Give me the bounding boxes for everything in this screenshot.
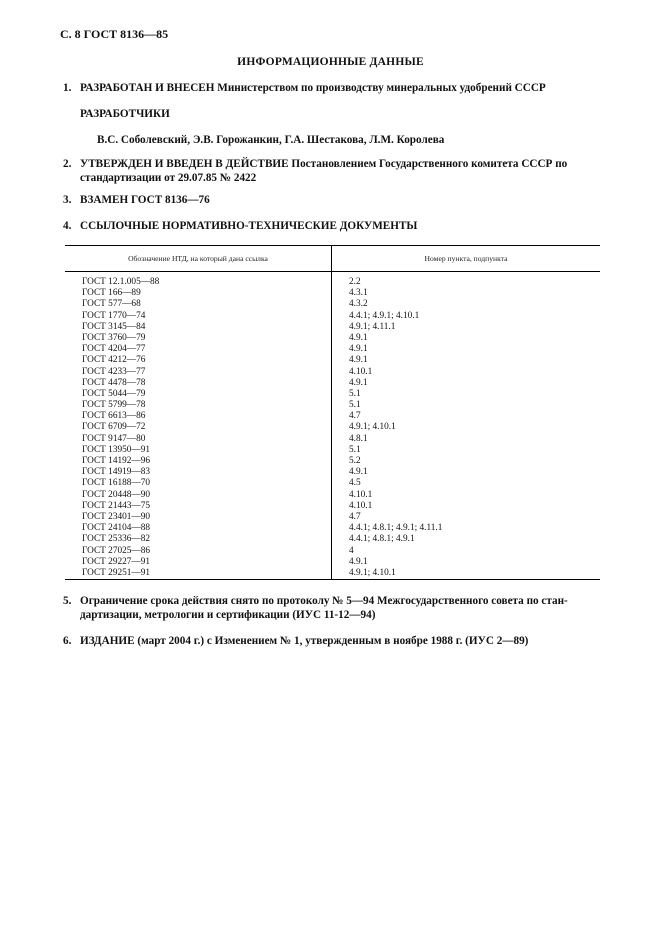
table-cell-clause: 4 [349, 545, 354, 556]
table-cell-clause: 4.10.1 [349, 500, 373, 511]
table-cell-document: ГОСТ 27025—86 [82, 545, 151, 556]
table-cell-document: ГОСТ 4204—77 [82, 344, 146, 355]
table-cell-clause: 4.8.1 [349, 433, 368, 444]
section-text: РАЗРАБОТАН И ВНЕСЕН Министерством по производству минеральных удобрений СССР [80, 82, 546, 94]
table-cell-clause: 4.9.1; 4.10.1 [349, 567, 396, 578]
section-4 [63, 219, 417, 233]
table-cell-document: ГОСТ 20448—90 [82, 489, 151, 500]
table-cell-clause: 4.10.1 [349, 366, 373, 377]
table-cell-document: ГОСТ 24104—88 [82, 523, 151, 534]
table-cell-document: ГОСТ 14919—83 [82, 467, 151, 478]
table-cell-document: ГОСТ 6709—72 [82, 422, 146, 433]
table-cell-clause: 4.9.1 [349, 344, 368, 355]
table-cell-document: ГОСТ 23401—90 [82, 511, 151, 522]
table-cell-document: ГОСТ 4212—76 [82, 355, 146, 366]
table-cell-document: ГОСТ 3760—79 [82, 332, 146, 343]
table-cell-clause: 4.9.1 [349, 355, 368, 366]
table-cell-clause: 5.1 [349, 444, 361, 455]
table-cell-document: ГОСТ 577—68 [82, 299, 141, 310]
section-1 [63, 81, 546, 95]
document-column [82, 277, 159, 579]
table-cell-clause: 4.3.1 [349, 288, 368, 299]
table-cell-clause: 4.4.1; 4.9.1; 4.10.1 [349, 310, 420, 321]
section-number: 5. [63, 595, 72, 607]
table-cell-clause: 4.10.1 [349, 489, 373, 500]
table-cell-document: ГОСТ 4233—77 [82, 366, 146, 377]
table-top-rule [65, 245, 600, 246]
section-5 [63, 594, 568, 622]
table-cell-clause: 4.9.1 [349, 467, 368, 478]
table-cell-document: ГОСТ 25336—82 [82, 534, 151, 545]
section-number: 2. [63, 158, 72, 170]
table-cell-clause: 4.7 [349, 411, 361, 422]
section-6 [63, 634, 528, 648]
table-cell-document: ГОСТ 29251—91 [82, 567, 151, 578]
section-text: ВЗАМЕН ГОСТ 8136—76 [80, 194, 210, 206]
table-cell-document: ГОСТ 29227—91 [82, 556, 151, 567]
table-cell-document: ГОСТ 6613—86 [82, 411, 146, 422]
table-cell-clause: 4.4.1; 4.8.1; 4.9.1 [349, 534, 415, 545]
table-cell-clause: 4.3.2 [349, 299, 368, 310]
table-bottom-rule [65, 579, 600, 580]
table-cell-clause: 4.9.1 [349, 377, 368, 388]
section-text-line2: стандартизации от 29.07.85 № 2422 [80, 172, 257, 185]
table-header-rule [65, 271, 600, 272]
page-header: С. 8 ГОСТ 8136—85 [60, 27, 169, 41]
table-cell-clause: 4.9.1; 4.11.1 [349, 321, 396, 332]
table-cell-clause: 5.2 [349, 456, 361, 466]
section-number: 1. [63, 82, 72, 94]
table-cell-document: ГОСТ 4478—78 [82, 377, 146, 388]
section-text-line1: УТВЕРЖДЕН И ВВЕДЕН В ДЕЙСТВИЕ Постановлением Государственного комитета СССР по [80, 158, 568, 170]
table-cell-document: ГОСТ 3145—84 [82, 321, 146, 332]
table-cell-document: ГОСТ 21443—75 [82, 500, 151, 511]
table-cell-document: ГОСТ 1770—74 [82, 310, 146, 321]
table-cell-document: ГОСТ 12.1.005—88 [82, 277, 160, 287]
table-cell-clause: 4.9.1 [349, 556, 368, 567]
table-cell-clause: 4.4.1; 4.8.1; 4.9.1; 4.11.1 [349, 523, 443, 534]
table-cell-document: ГОСТ 14192—96 [82, 456, 151, 466]
table-cell-document: ГОСТ 5044—79 [82, 388, 146, 399]
section-number: 3. [63, 194, 72, 206]
section-number: 6. [63, 635, 72, 647]
developers-label: РАЗРАБОТЧИКИ [80, 108, 170, 120]
table-cell-clause: 4.7 [349, 511, 361, 522]
table-cell-document: ГОСТ 9147—80 [82, 433, 146, 444]
table-column-divider [331, 245, 332, 579]
section-text-line1: Ограничение срока действия снято по протоколу № 5—94 Межгосударственного совета по стан- [80, 595, 568, 607]
page-title: ИНФОРМАЦИОННЫЕ ДАННЫЕ [237, 56, 424, 68]
table-cell-clause: 2.2 [349, 277, 361, 287]
section-text: ИЗДАНИЕ (март 2004 г.) с Изменением № 1, утвержденным в ноябре 1988 г. (ИУС 2—89) [80, 635, 529, 647]
section-2 [63, 157, 567, 185]
table-cell-document: ГОСТ 16188—70 [82, 478, 151, 489]
section-text: ССЫЛОЧНЫЕ НОРМАТИВНО-ТЕХНИЧЕСКИЕ ДОКУМЕНТЫ [80, 220, 418, 232]
section-text-line2: дартизации, метрологии и сертификации (ИУС 11-12—94) [80, 609, 376, 622]
table-cell-clause: 4.9.1 [349, 332, 368, 343]
table-header-clause: Номер пункта, подпункта [424, 254, 508, 263]
section-number: 4. [63, 220, 72, 232]
table-cell-document: ГОСТ 13950—91 [82, 444, 151, 455]
table-cell-clause: 4.5 [349, 478, 361, 489]
table-cell-clause: 4.9.1; 4.10.1 [349, 422, 396, 433]
section-3 [63, 193, 210, 207]
table-cell-clause: 5.1 [349, 400, 361, 411]
table-cell-document: ГОСТ 5799—78 [82, 400, 146, 411]
table-header-document: Обозначение НТД, на который дана ссылка [128, 254, 268, 263]
table-cell-clause: 5.1 [349, 388, 361, 399]
table-cell-document: ГОСТ 166—89 [82, 288, 141, 299]
developers-names: В.С. Соболевский, Э.В. Горожанкин, Г.А. Шестакова, Л.М. Королева [97, 134, 445, 146]
clause-column [349, 277, 442, 579]
